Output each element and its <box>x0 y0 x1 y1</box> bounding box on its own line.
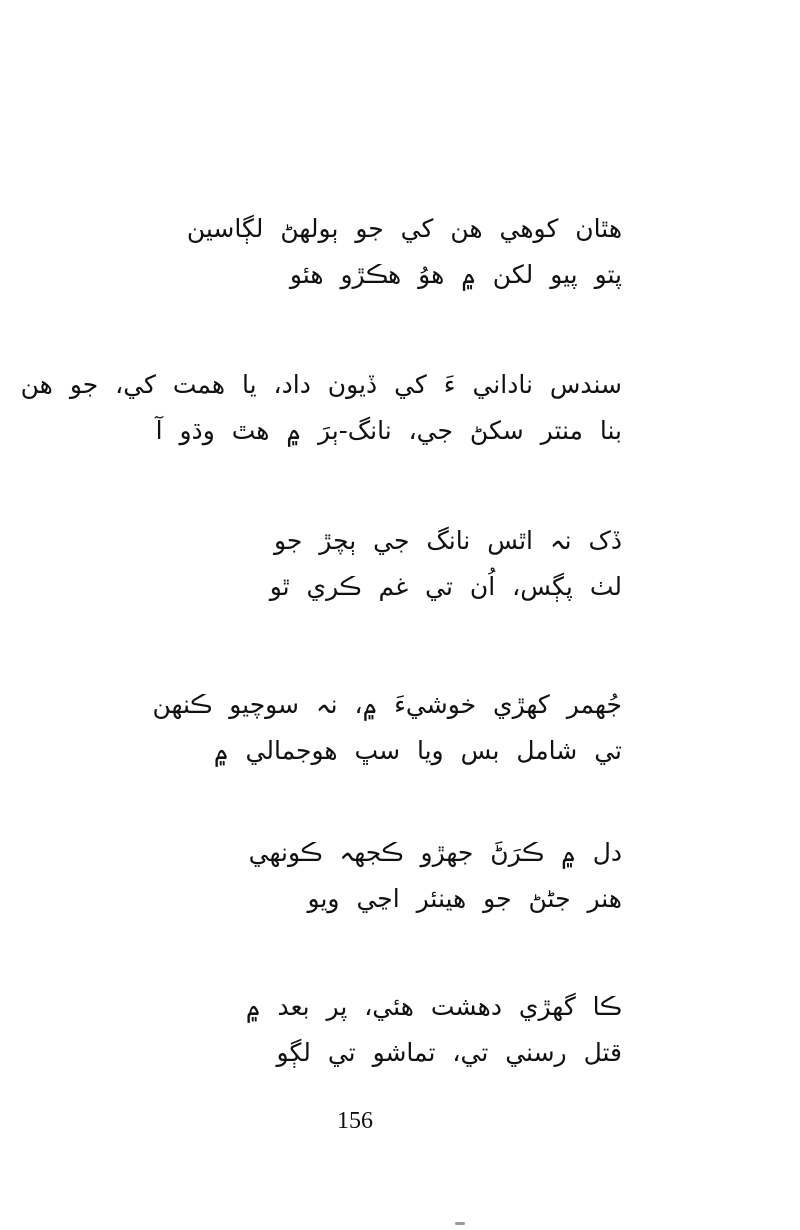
stanza-4 <box>102 682 622 774</box>
verse-line: پتو پيو لکن ۾ هوُ هڪڙو هئو <box>289 260 622 289</box>
verse-line: سندس ناداني ءَ کي ڏيون داد، يا همت کي، جو هن <box>20 370 622 399</box>
verse-line: هنر جڻڻ جو هينئر اڃي ويو <box>307 884 622 913</box>
stanza-3 <box>102 518 622 610</box>
page-number: 156 <box>337 1108 373 1134</box>
scan-speck <box>455 1222 465 1225</box>
stanza-2 <box>20 362 622 454</box>
verse-line: لٺ پڳس، اُن تي غم ڪري ٿو <box>269 572 622 601</box>
verse-line: قتل رسني تي، تماشو تي لڳو <box>276 1038 622 1067</box>
stanza-5 <box>102 830 622 922</box>
stanza-1 <box>102 206 622 298</box>
verse-line: ڏک نہ اٿس نانگ جي ٻچڙ جو <box>273 526 622 555</box>
verse-line: ڪا گهڙي دهشت هئي، پر بعد ۾ <box>245 992 622 1021</box>
verse-line: هٿان کوهي هن کي جو ٻولهڻ لڳاسين <box>186 214 622 243</box>
verse-line: تي شامل بس ويا سڀ هوجمالي ۾ <box>213 736 622 765</box>
verse-line: دل ۾ ڪرَڻَ جهڙو ڪجهہ ڪونهي <box>248 838 622 867</box>
verse-line: جُهمر کهڙي خوشيءَ ۾، نہ سوچيو ڪنهن <box>152 690 622 719</box>
verse-line: بنا منتر سکڻ جي، نانگ-ٻرَ ۾ هٿ وڌو آ <box>155 416 622 445</box>
stanza-6 <box>102 984 622 1076</box>
